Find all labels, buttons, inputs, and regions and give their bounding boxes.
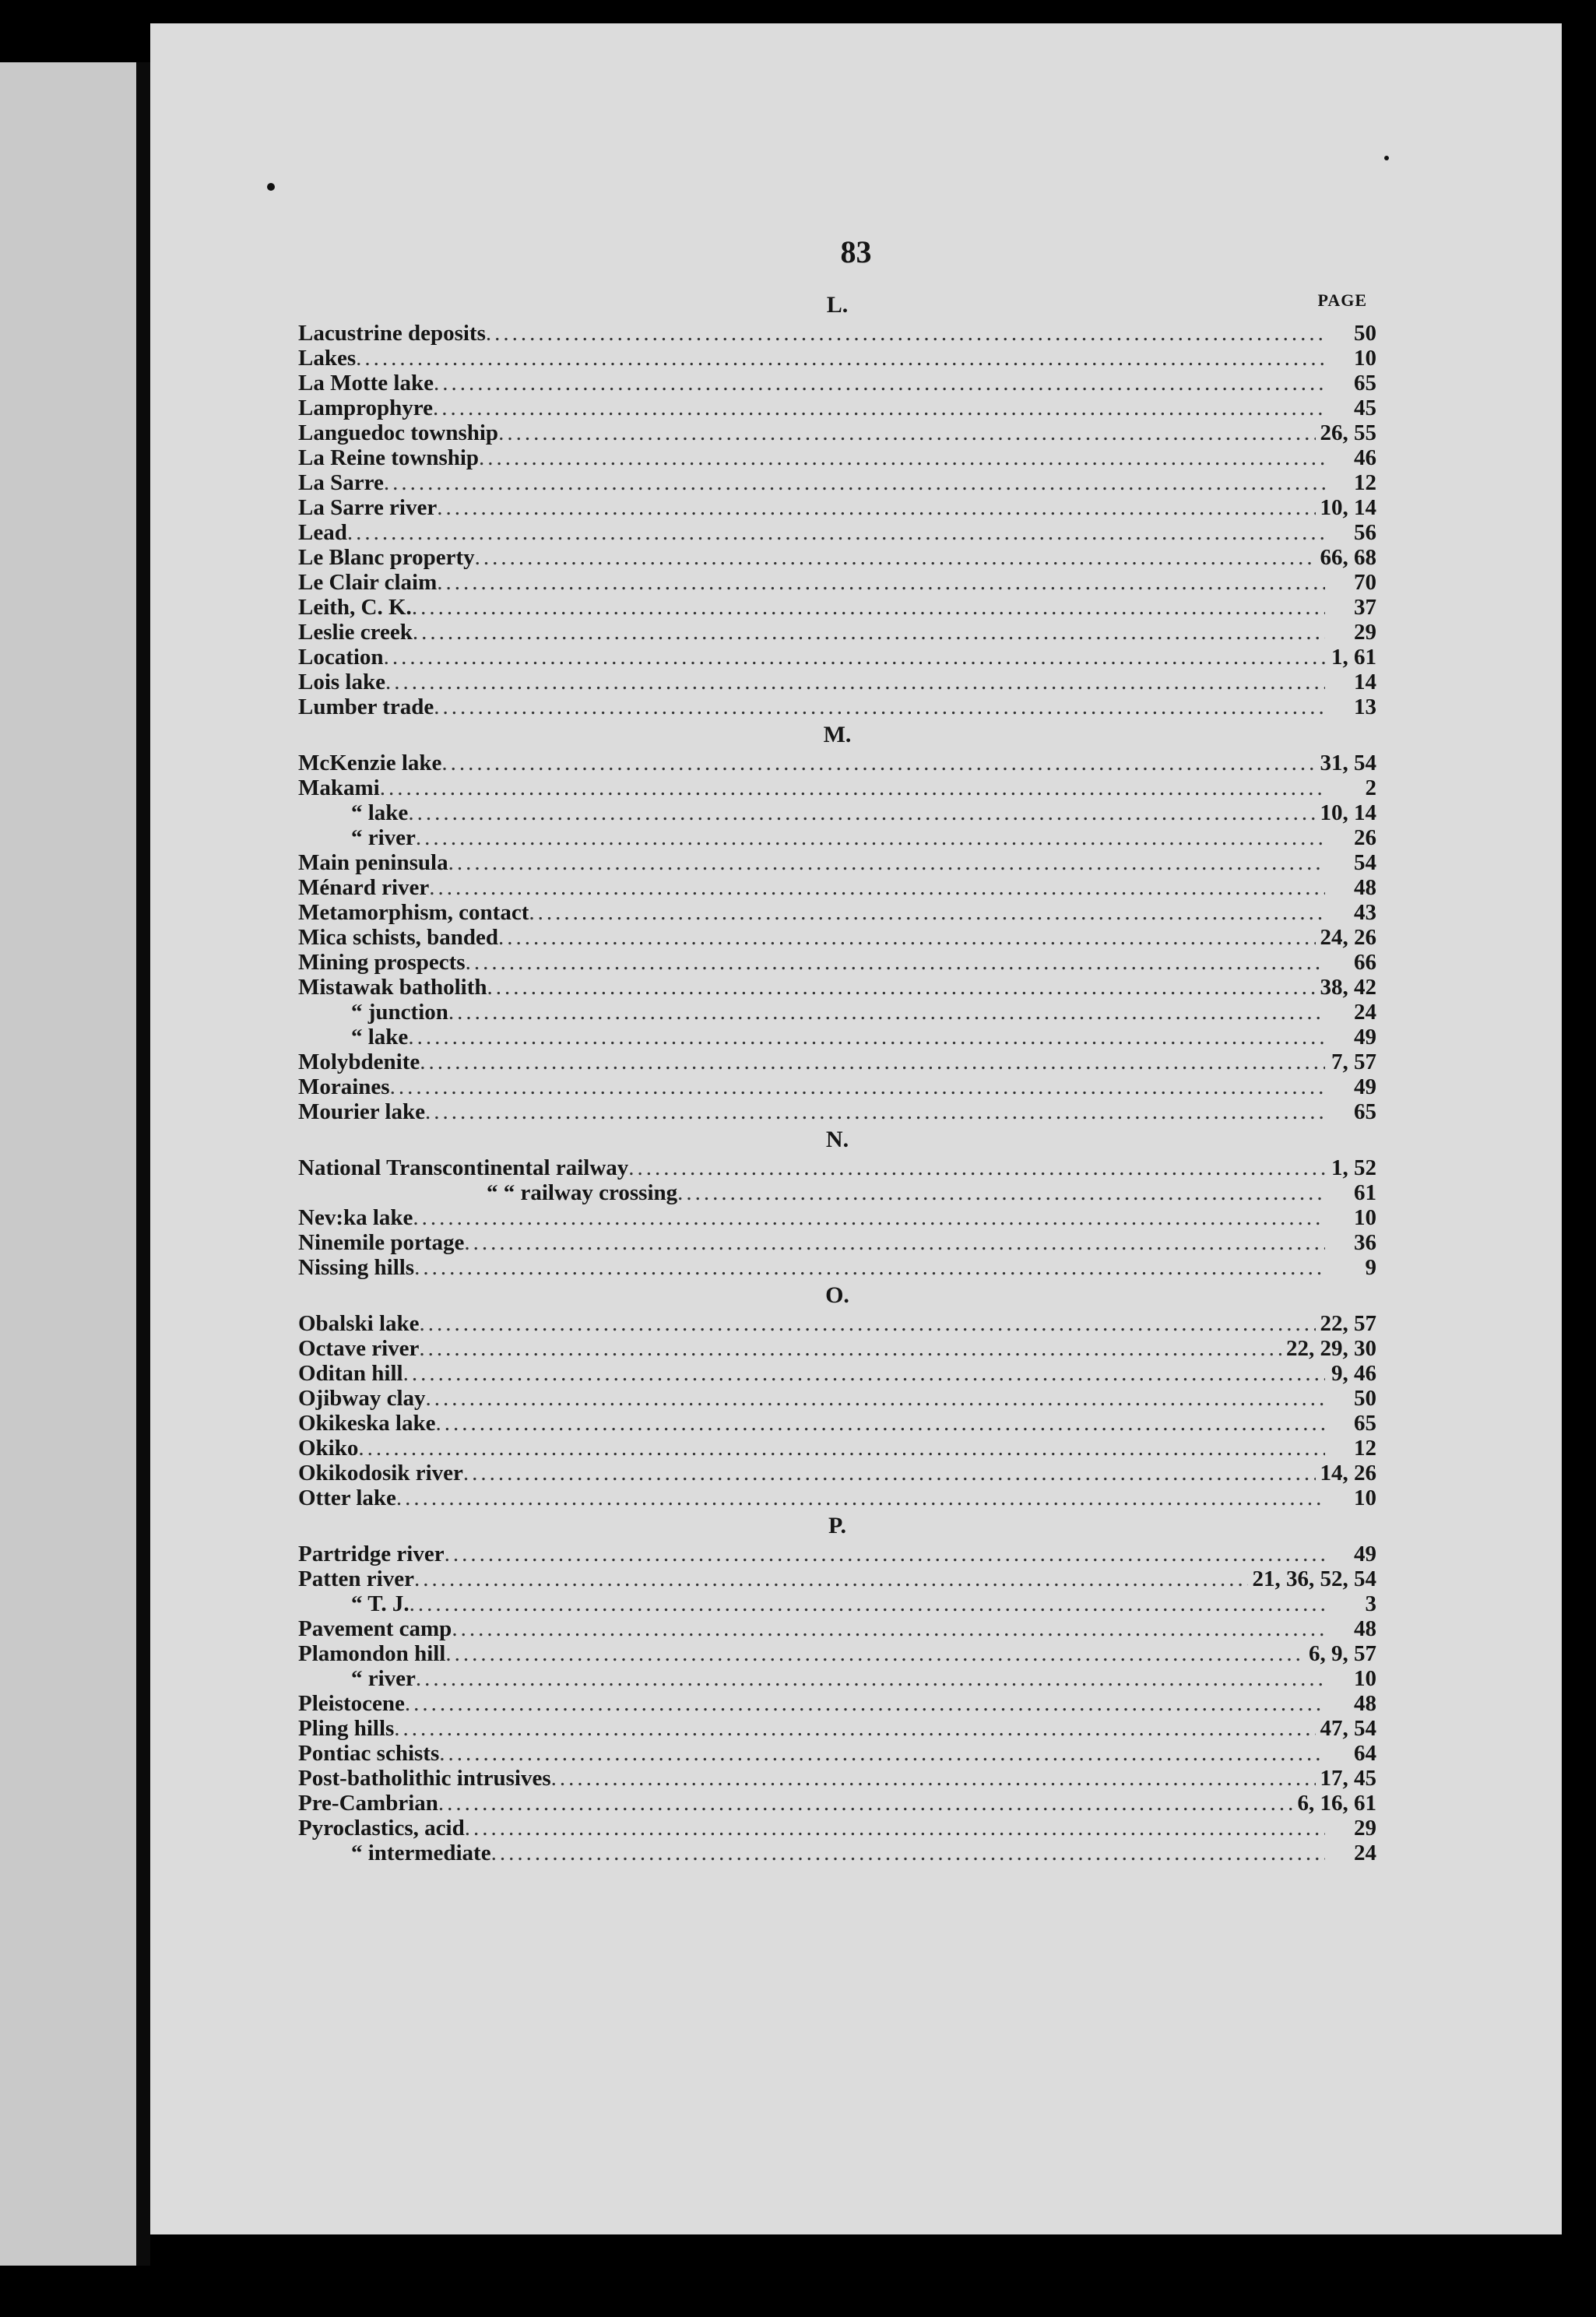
index-entry <box>298 975 1376 1000</box>
entry-term: La Motte lake <box>298 371 434 396</box>
index-section <box>298 1124 1376 1280</box>
index-entry <box>298 1180 1376 1205</box>
section-letter: M. <box>823 722 852 747</box>
dot-leader <box>425 1099 1325 1124</box>
entry-pages: 24, 26 <box>1320 925 1376 950</box>
index-section <box>298 719 1376 1124</box>
entry-pages: 6, 16, 61 <box>1297 1791 1376 1816</box>
dot-leader <box>466 950 1325 975</box>
entry-pages: 13 <box>1354 694 1376 719</box>
dot-leader <box>486 321 1325 346</box>
index-entry <box>298 1766 1376 1791</box>
entry-pages: 14 <box>1354 670 1376 694</box>
entry-term: Mistawak batholith <box>298 975 487 1000</box>
entry-term: Plamondon hill <box>298 1641 446 1666</box>
entry-term: Location <box>298 645 384 670</box>
entry-pages: 54 <box>1354 850 1376 875</box>
entry-pages: 37 <box>1354 595 1376 620</box>
section-letter: N. <box>825 1127 849 1152</box>
dot-leader <box>420 1050 1325 1074</box>
dot-leader <box>628 1155 1325 1180</box>
entry-term: Leith, C. K. <box>298 595 412 620</box>
dot-leader <box>384 645 1325 670</box>
index-entry <box>298 850 1376 875</box>
index-entry <box>298 775 1376 800</box>
scan-speck <box>267 183 275 191</box>
entry-term: Okiko <box>298 1436 359 1461</box>
entry-term: McKenzie lake <box>298 751 442 775</box>
dot-leader <box>413 1205 1325 1230</box>
entry-pages: 65 <box>1354 1099 1376 1124</box>
index-entry <box>298 1050 1376 1074</box>
entry-term: La Sarre river <box>298 495 438 520</box>
entry-pages: 7, 57 <box>1331 1050 1376 1074</box>
entry-term: National Transcontinental railway <box>298 1155 629 1180</box>
section-letter: P. <box>828 1513 847 1538</box>
entry-term: “ intermediate <box>351 1841 491 1865</box>
dot-leader <box>448 1000 1325 1025</box>
entry-term: Okikeska lake <box>298 1411 436 1436</box>
entry-term: Makami <box>298 775 380 800</box>
dot-leader <box>390 1074 1325 1099</box>
index-entry <box>298 1641 1376 1666</box>
entry-pages: 65 <box>1354 371 1376 396</box>
index-entry <box>298 950 1376 975</box>
dot-leader <box>429 875 1325 900</box>
section-letter: L. <box>826 292 849 318</box>
entry-term: Nev:ka lake <box>298 1205 413 1230</box>
index-entry <box>298 420 1376 445</box>
dot-leader <box>464 1230 1325 1255</box>
index-entry <box>298 751 1376 775</box>
entry-term: Post-batholithic intrusives <box>298 1766 551 1791</box>
entry-pages: 17, 45 <box>1320 1766 1376 1791</box>
entry-pages: 21, 36, 52, 54 <box>1252 1566 1376 1591</box>
dot-leader <box>551 1766 1316 1791</box>
index-entry <box>298 694 1376 719</box>
dot-leader <box>437 570 1325 595</box>
dot-leader <box>498 420 1315 445</box>
dot-leader <box>358 1436 1325 1461</box>
entry-pages: 10, 14 <box>1320 495 1376 520</box>
entry-pages: 61 <box>1354 1180 1376 1205</box>
entry-pages: 22, 29, 30 <box>1286 1336 1376 1361</box>
page-number: 83 <box>840 234 872 269</box>
index-entry <box>298 1230 1376 1255</box>
entry-pages: 12 <box>1354 1436 1376 1461</box>
entry-pages: 50 <box>1354 321 1376 346</box>
entry-pages: 29 <box>1354 620 1376 645</box>
entry-pages: 70 <box>1354 570 1376 595</box>
index-sections <box>298 290 1376 1865</box>
dot-leader <box>413 620 1325 645</box>
index-entry <box>298 620 1376 645</box>
entry-term: “ river <box>351 825 416 850</box>
index-entry <box>298 1155 1376 1180</box>
index-entry <box>298 900 1376 925</box>
entry-term: Ménard river <box>298 875 430 900</box>
entry-pages: 10 <box>1354 346 1376 371</box>
dot-leader <box>475 545 1316 570</box>
index-entry <box>298 1841 1376 1865</box>
index-section <box>298 1510 1376 1865</box>
index-entry <box>298 595 1376 620</box>
index-entry <box>298 800 1376 825</box>
column-header-page: PAGE <box>1317 290 1367 310</box>
dot-leader <box>394 1716 1315 1741</box>
index-entry <box>298 1716 1376 1741</box>
index-entry <box>298 1255 1376 1280</box>
entry-pages: 66, 68 <box>1320 545 1376 570</box>
index-entry <box>298 1436 1376 1461</box>
dot-leader <box>384 470 1325 495</box>
entry-term: Metamorphism, contact <box>298 900 529 925</box>
dot-leader <box>408 800 1315 825</box>
entry-term: Leslie creek <box>298 620 413 645</box>
entry-pages: 49 <box>1354 1025 1376 1050</box>
dot-leader <box>416 825 1325 850</box>
entry-term: Pavement camp <box>298 1616 452 1641</box>
entry-term: Lead <box>298 520 347 545</box>
index-entry <box>298 1361 1376 1386</box>
index-entry <box>298 396 1376 420</box>
dot-leader <box>435 1411 1325 1436</box>
index-entry <box>298 1566 1376 1591</box>
entry-pages: 48 <box>1354 1691 1376 1716</box>
entry-pages: 9, 46 <box>1331 1361 1376 1386</box>
index-entry <box>298 1461 1376 1485</box>
index-entry <box>298 1099 1376 1124</box>
entry-term: “ T. J. <box>351 1591 410 1616</box>
dot-leader <box>414 1255 1325 1280</box>
dot-leader <box>437 495 1315 520</box>
entry-pages: 36 <box>1354 1230 1376 1255</box>
entry-term: Oditan hill <box>298 1361 403 1386</box>
index-entry <box>298 1000 1376 1025</box>
entry-term: Mourier lake <box>298 1099 425 1124</box>
entry-pages: 65 <box>1354 1411 1376 1436</box>
entry-pages: 43 <box>1354 900 1376 925</box>
index-entry <box>298 670 1376 694</box>
entry-pages: 47, 54 <box>1320 1716 1376 1741</box>
dot-leader <box>439 1741 1325 1766</box>
entry-term: Le Clair claim <box>298 570 438 595</box>
index-entry <box>298 925 1376 950</box>
entry-term: “ “ railway crossing <box>487 1180 678 1205</box>
entry-pages: 29 <box>1354 1816 1376 1841</box>
section-letter: O. <box>825 1282 849 1308</box>
entry-pages: 2 <box>1365 775 1376 800</box>
dot-leader <box>405 1691 1325 1716</box>
index-entry <box>298 1336 1376 1361</box>
entry-pages: 49 <box>1354 1542 1376 1566</box>
index-entry <box>298 1205 1376 1230</box>
dot-leader <box>487 975 1316 1000</box>
dot-leader <box>445 1641 1304 1666</box>
dot-leader <box>441 751 1315 775</box>
dot-leader <box>426 1386 1325 1411</box>
scan-speck <box>1384 156 1389 160</box>
entry-term: “ lake <box>351 800 409 825</box>
index-section <box>298 290 1376 719</box>
dot-leader <box>410 1591 1325 1616</box>
entry-term: Patten river <box>298 1566 414 1591</box>
entry-term: Molybdenite <box>298 1050 420 1074</box>
index-entry <box>298 470 1376 495</box>
index-page <box>150 23 1562 2234</box>
entry-pages: 3 <box>1365 1591 1376 1616</box>
entry-pages: 26 <box>1354 825 1376 850</box>
dot-leader <box>396 1485 1325 1510</box>
entry-pages: 10 <box>1354 1485 1376 1510</box>
entry-term: Pyroclastics, acid <box>298 1816 465 1841</box>
dot-leader <box>416 1666 1325 1691</box>
dot-leader <box>434 694 1325 719</box>
index-entry <box>298 1025 1376 1050</box>
entry-pages: 1, 52 <box>1331 1155 1376 1180</box>
dot-leader <box>356 346 1325 371</box>
entry-term: Ojibway clay <box>298 1386 426 1411</box>
entry-pages: 22, 57 <box>1320 1311 1376 1336</box>
index-entry <box>298 1311 1376 1336</box>
dot-leader <box>434 371 1325 396</box>
dot-leader <box>479 445 1325 470</box>
index-entry <box>298 875 1376 900</box>
entry-pages: 26, 55 <box>1320 420 1376 445</box>
dot-leader <box>491 1841 1325 1865</box>
dot-leader <box>498 925 1315 950</box>
entry-term: Main peninsula <box>298 850 448 875</box>
dot-leader <box>347 520 1325 545</box>
dot-leader <box>448 850 1325 875</box>
dot-leader <box>529 900 1325 925</box>
dot-leader <box>380 775 1325 800</box>
dot-leader <box>463 1461 1316 1485</box>
dot-leader <box>414 1566 1248 1591</box>
entry-term: La Sarre <box>298 470 384 495</box>
entry-pages: 31, 54 <box>1320 751 1376 775</box>
entry-term: “ lake <box>351 1025 409 1050</box>
dot-leader <box>433 396 1325 420</box>
entry-term: Pre-Cambrian <box>298 1791 438 1816</box>
dot-leader <box>452 1616 1325 1641</box>
entry-term: Mica schists, banded <box>298 925 499 950</box>
index-entry <box>298 495 1376 520</box>
index-entry <box>298 645 1376 670</box>
index-entry <box>298 1616 1376 1641</box>
entry-term: Pling hills <box>298 1716 395 1741</box>
entry-term: Ninemile portage <box>298 1230 465 1255</box>
entry-pages: 46 <box>1354 445 1376 470</box>
index-entry <box>298 1411 1376 1436</box>
entry-pages: 38, 42 <box>1320 975 1376 1000</box>
entry-term: Languedoc township <box>298 420 499 445</box>
entry-term: La Reine township <box>298 445 480 470</box>
index-entry <box>298 1691 1376 1716</box>
dot-leader <box>419 1336 1281 1361</box>
entry-term: Lois lake <box>298 670 385 694</box>
index-entry <box>298 1485 1376 1510</box>
entry-pages: 10, 14 <box>1320 800 1376 825</box>
entry-pages: 1, 61 <box>1331 645 1376 670</box>
index-entry <box>298 371 1376 396</box>
entry-pages: 10 <box>1354 1666 1376 1691</box>
entry-pages: 24 <box>1354 1000 1376 1025</box>
index-entry <box>298 1386 1376 1411</box>
entry-pages: 24 <box>1354 1841 1376 1865</box>
dot-leader <box>408 1025 1325 1050</box>
entry-pages: 56 <box>1354 520 1376 545</box>
dot-leader <box>403 1361 1325 1386</box>
index-list <box>298 290 1376 1865</box>
entry-term: Lamprophyre <box>298 396 433 420</box>
index-entry <box>298 445 1376 470</box>
entry-term: Mining prospects <box>298 950 466 975</box>
index-section <box>298 1280 1376 1510</box>
index-entry <box>298 1791 1376 1816</box>
index-entry <box>298 1542 1376 1566</box>
index-entry <box>298 1666 1376 1691</box>
index-entry <box>298 520 1376 545</box>
entry-term: Pontiac schists <box>298 1741 440 1766</box>
index-entry <box>298 1741 1376 1766</box>
index-entry <box>298 1591 1376 1616</box>
index-entry <box>298 570 1376 595</box>
entry-pages: 48 <box>1354 1616 1376 1641</box>
entry-pages: 50 <box>1354 1386 1376 1411</box>
entry-pages: 12 <box>1354 470 1376 495</box>
dot-leader <box>385 670 1325 694</box>
dot-leader <box>677 1180 1325 1205</box>
entry-pages: 10 <box>1354 1205 1376 1230</box>
entry-pages: 14, 26 <box>1320 1461 1376 1485</box>
index-entry <box>298 321 1376 346</box>
entry-term: Lakes <box>298 346 357 371</box>
entry-term: Pleistocene <box>298 1691 405 1716</box>
entry-pages: 45 <box>1354 396 1376 420</box>
entry-pages: 6, 9, 57 <box>1309 1641 1376 1666</box>
entry-term: Okikodosik river <box>298 1461 463 1485</box>
entry-term: Moraines <box>298 1074 390 1099</box>
dot-leader <box>438 1791 1293 1816</box>
entry-pages: 66 <box>1354 950 1376 975</box>
index-entry <box>298 825 1376 850</box>
entry-term: Octave river <box>298 1336 420 1361</box>
entry-term: Lacustrine deposits <box>298 321 486 346</box>
book-gutter <box>136 62 150 2266</box>
entry-term: Partridge river <box>298 1542 445 1566</box>
index-entry <box>298 1816 1376 1841</box>
entry-term: “ junction <box>351 1000 448 1025</box>
facing-page-edge <box>0 62 136 2266</box>
index-entry <box>298 1074 1376 1099</box>
dot-leader <box>420 1311 1316 1336</box>
entry-pages: 48 <box>1354 875 1376 900</box>
entry-term: “ river <box>351 1666 416 1691</box>
index-entry <box>298 346 1376 371</box>
entry-term: Nissing hills <box>298 1255 415 1280</box>
entry-term: Otter lake <box>298 1485 396 1510</box>
dot-leader <box>465 1816 1325 1841</box>
dot-leader <box>445 1542 1325 1566</box>
dot-leader <box>412 595 1325 620</box>
entry-term: Lumber trade <box>298 694 434 719</box>
entry-term: Obalski lake <box>298 1311 420 1336</box>
entry-pages: 49 <box>1354 1074 1376 1099</box>
entry-pages: 9 <box>1365 1255 1376 1280</box>
entry-pages: 64 <box>1354 1741 1376 1766</box>
entry-term: Le Blanc property <box>298 545 475 570</box>
index-entry <box>298 545 1376 570</box>
